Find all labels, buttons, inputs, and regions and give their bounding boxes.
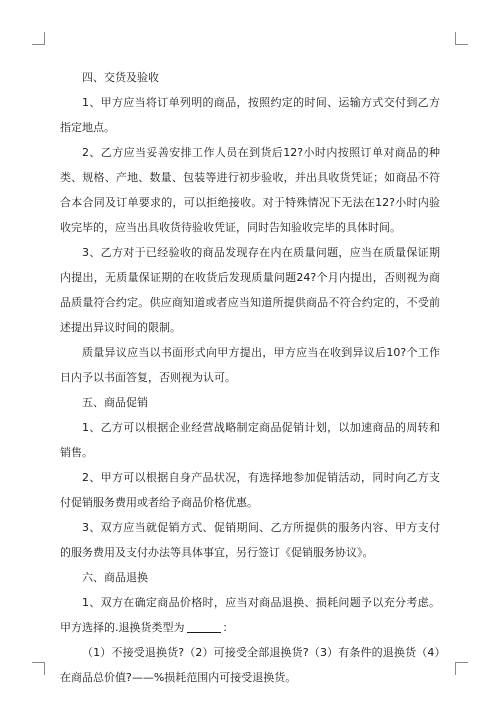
section-heading-promotion: 五、商品促销 — [82, 396, 148, 409]
document-page — [60, 65, 440, 690]
crop-mark-top-left — [32, 32, 45, 45]
paragraph: 3、乙方对于已经验收的商品发现存在内在质量问题，应当在质量保证期内提出，无质量保证期的在收货后发现质量问题24?个月内提出，否则视为商品质量符合约定。供应商知道或者应当知道所提供商品不符合约定的，不受前述提出异议时间的限制。 — [60, 246, 440, 334]
section-heading-delivery: 四、交货及验收 — [82, 71, 159, 84]
paragraph-text: 1、双方在确定商品价格时，应当对商品退换、损耗问题予以充分考虑。甲方选择的.退换货类型为 — [60, 596, 440, 634]
paragraph: 1、甲方应当将订单列明的商品，按照约定的时间、运输方式交付到乙方指定地点。 — [60, 96, 440, 134]
crop-mark-bottom-left — [32, 662, 45, 675]
fill-in-blank — [187, 620, 221, 633]
paragraph: 质量异议应当以书面形式向甲方提出，甲方应当在收到异议后10?个工作日内予以书面答复，否则视为认可。 — [60, 346, 440, 384]
paragraph: 3、双方应当就促销方式、促销期间、乙方所提供的服务内容、甲方支付的服务费用及支付办法等具体事宜，另行签订《促销服务协议》。 — [60, 521, 440, 559]
paragraph: 1、乙方可以根据企业经营战略制定商品促销计划，以加速商品的周转和销售。 — [60, 421, 440, 459]
paragraph: （1）不接受退换货?（2）可接受全部退换货?（3）有条件的退换货（4）在商品总价值?——%损耗范围内可接受退换货。 — [60, 646, 440, 684]
paragraph — [60, 590, 440, 640]
crop-mark-bottom-right — [455, 662, 468, 675]
crop-mark-top-right — [455, 32, 468, 45]
section-heading-returns: 六、商品退换 — [82, 571, 148, 584]
paragraph-text: ： — [222, 621, 234, 634]
paragraph: 2、乙方应当妥善安排工作人员在到货后12?小时内按照订单对商品的种类、规格、产地、数量、包装等进行初步验收，并出具收货凭证；如商品不符合本合同及订单要求的，可以拒绝接收。对于特殊情况下无法在12?小时内验收完毕的，应当出具收货待验收凭证，同时告知验收完毕的具体时间。 — [60, 146, 440, 234]
paragraph: 2、甲方可以根据自身产品状况，有选择地参加促销活动，同时向乙方支付促销服务费用或者给予商品价格优惠。 — [60, 471, 440, 509]
